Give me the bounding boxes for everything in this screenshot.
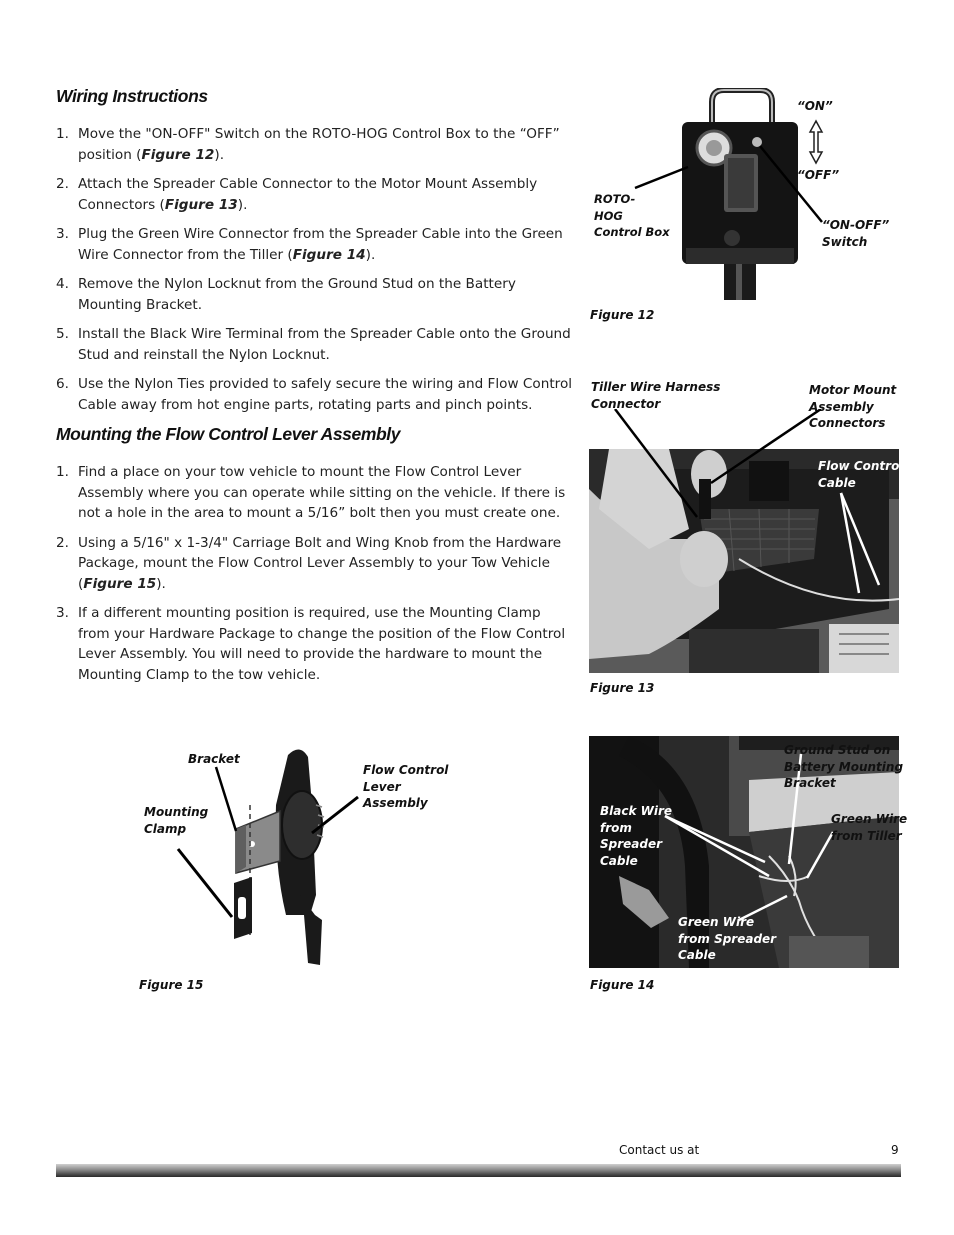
footer-bar — [56, 1164, 901, 1177]
figure-14-caption: Figure 14 — [590, 978, 655, 992]
step-text: If a different mounting position is required, use the Mounting Clamp from your Hardware Package to change the position of the Flow Control Lever Assembly. You will need to provide the hardware to mount the Mounting Clamp to the tow vehicle. — [78, 605, 566, 683]
figure-14-label-black-wire: Black Wire from Spreader Cable — [600, 804, 673, 868]
step-number: 1. — [56, 126, 69, 142]
figure-15-label-lever: Flow Control Lever Assembly — [363, 763, 449, 810]
figure-13-label-harness: Tiller Wire Harness Connector — [591, 380, 721, 411]
step-number: 2. — [56, 176, 69, 192]
figure-15-label-bracket: Bracket — [188, 752, 240, 766]
figure-13-caption: Figure 13 — [590, 681, 655, 695]
step-item — [56, 324, 576, 365]
step-text: Attach the Spreader Cable Connector to the Motor Mount Assembly Connectors ( — [78, 176, 538, 213]
section-heading-mounting: Mounting the Flow Control Lever Assembly — [56, 424, 401, 444]
figure-14-label-ground: Ground Stud on Battery Mounting Bracket — [784, 743, 904, 790]
figure-12-label-on: “ON” — [797, 99, 833, 113]
figure-14-label-green-tiller: Green Wire from Tiller — [831, 812, 908, 843]
figure-reference: Figure 12 — [141, 146, 215, 163]
figure-15-caption: Figure 15 — [139, 978, 204, 992]
figure-15-label-clamp: Mounting Clamp — [144, 805, 209, 836]
step-item — [56, 533, 576, 595]
step-text: Remove the Nylon Locknut from the Ground Stud on the Battery Mounting Bracket. — [78, 276, 516, 313]
figure-13-label-cable: Flow Control Cable — [818, 459, 904, 490]
step-item — [56, 603, 576, 685]
step-text: Install the Black Wire Terminal from the Spreader Cable onto the Ground Stud and reinstall the Nylon Locknut. — [78, 326, 571, 363]
figure-12-caption: Figure 12 — [590, 308, 655, 322]
step-text-end: ). — [237, 196, 248, 213]
step-item — [56, 274, 576, 315]
step-number: 4. — [56, 276, 69, 292]
step-text-end: ). — [214, 146, 225, 163]
figure-reference: Figure 13 — [164, 196, 238, 213]
page-number: 9 — [891, 1143, 899, 1157]
figure-12-label-control-box: ROTO- HOG Control Box — [594, 192, 670, 239]
figure-reference: Figure 14 — [292, 246, 366, 263]
step-text: Move the "ON-OFF" Switch on the ROTO-HOG Control Box to the “OFF” position ( — [78, 126, 560, 163]
figure-13-label-motor: Motor Mount Assembly Connectors — [809, 383, 897, 430]
step-item — [56, 374, 576, 415]
figure-14-label-green-spreader: Green Wire from Spreader Cable — [678, 915, 777, 962]
step-number: 1. — [56, 464, 69, 480]
figure-13-image — [589, 409, 899, 673]
step-item — [56, 224, 576, 265]
step-text: Plug the Green Wire Connector from the Spreader Cable into the Green Wire Connector from the Tiller ( — [78, 226, 563, 263]
step-text-end: ). — [156, 575, 166, 592]
wiring-steps-list — [56, 124, 576, 424]
step-item — [56, 124, 576, 165]
step-text-end: ). — [365, 246, 376, 263]
step-number: 3. — [56, 226, 69, 242]
step-number: 2. — [56, 534, 69, 551]
step-number: 6. — [56, 376, 69, 392]
step-number: 5. — [56, 326, 69, 342]
step-text: Find a place on your tow vehicle to mount the Flow Control Lever Assembly where you can operate while sitting on the vehicle. If there is not a hole in the area to mount a 5/16” bolt then you must create one. — [78, 464, 566, 521]
figure-12-label-switch: “ON-OFF” Switch — [822, 218, 890, 249]
figure-reference: Figure 15 — [83, 575, 157, 592]
step-item — [56, 462, 576, 524]
section-heading-wiring: Wiring Instructions — [56, 86, 208, 106]
footer-contact: Contact us at — [619, 1143, 700, 1157]
figure-12-label-off: “OFF” — [797, 168, 840, 182]
step-item — [56, 174, 576, 215]
step-number: 3. — [56, 605, 69, 621]
mounting-steps-list — [56, 462, 576, 694]
step-text: Using a 5/16" x 1-3/4" Carriage Bolt and Wing Knob from the Hardware Package, mount the Flow Control Lever Assembly to your Tow Vehicle ( — [78, 534, 562, 592]
step-text: Use the Nylon Ties provided to safely secure the wiring and Flow Control Cable away from hot engine parts, rotating parts and pinch points. — [78, 376, 573, 413]
